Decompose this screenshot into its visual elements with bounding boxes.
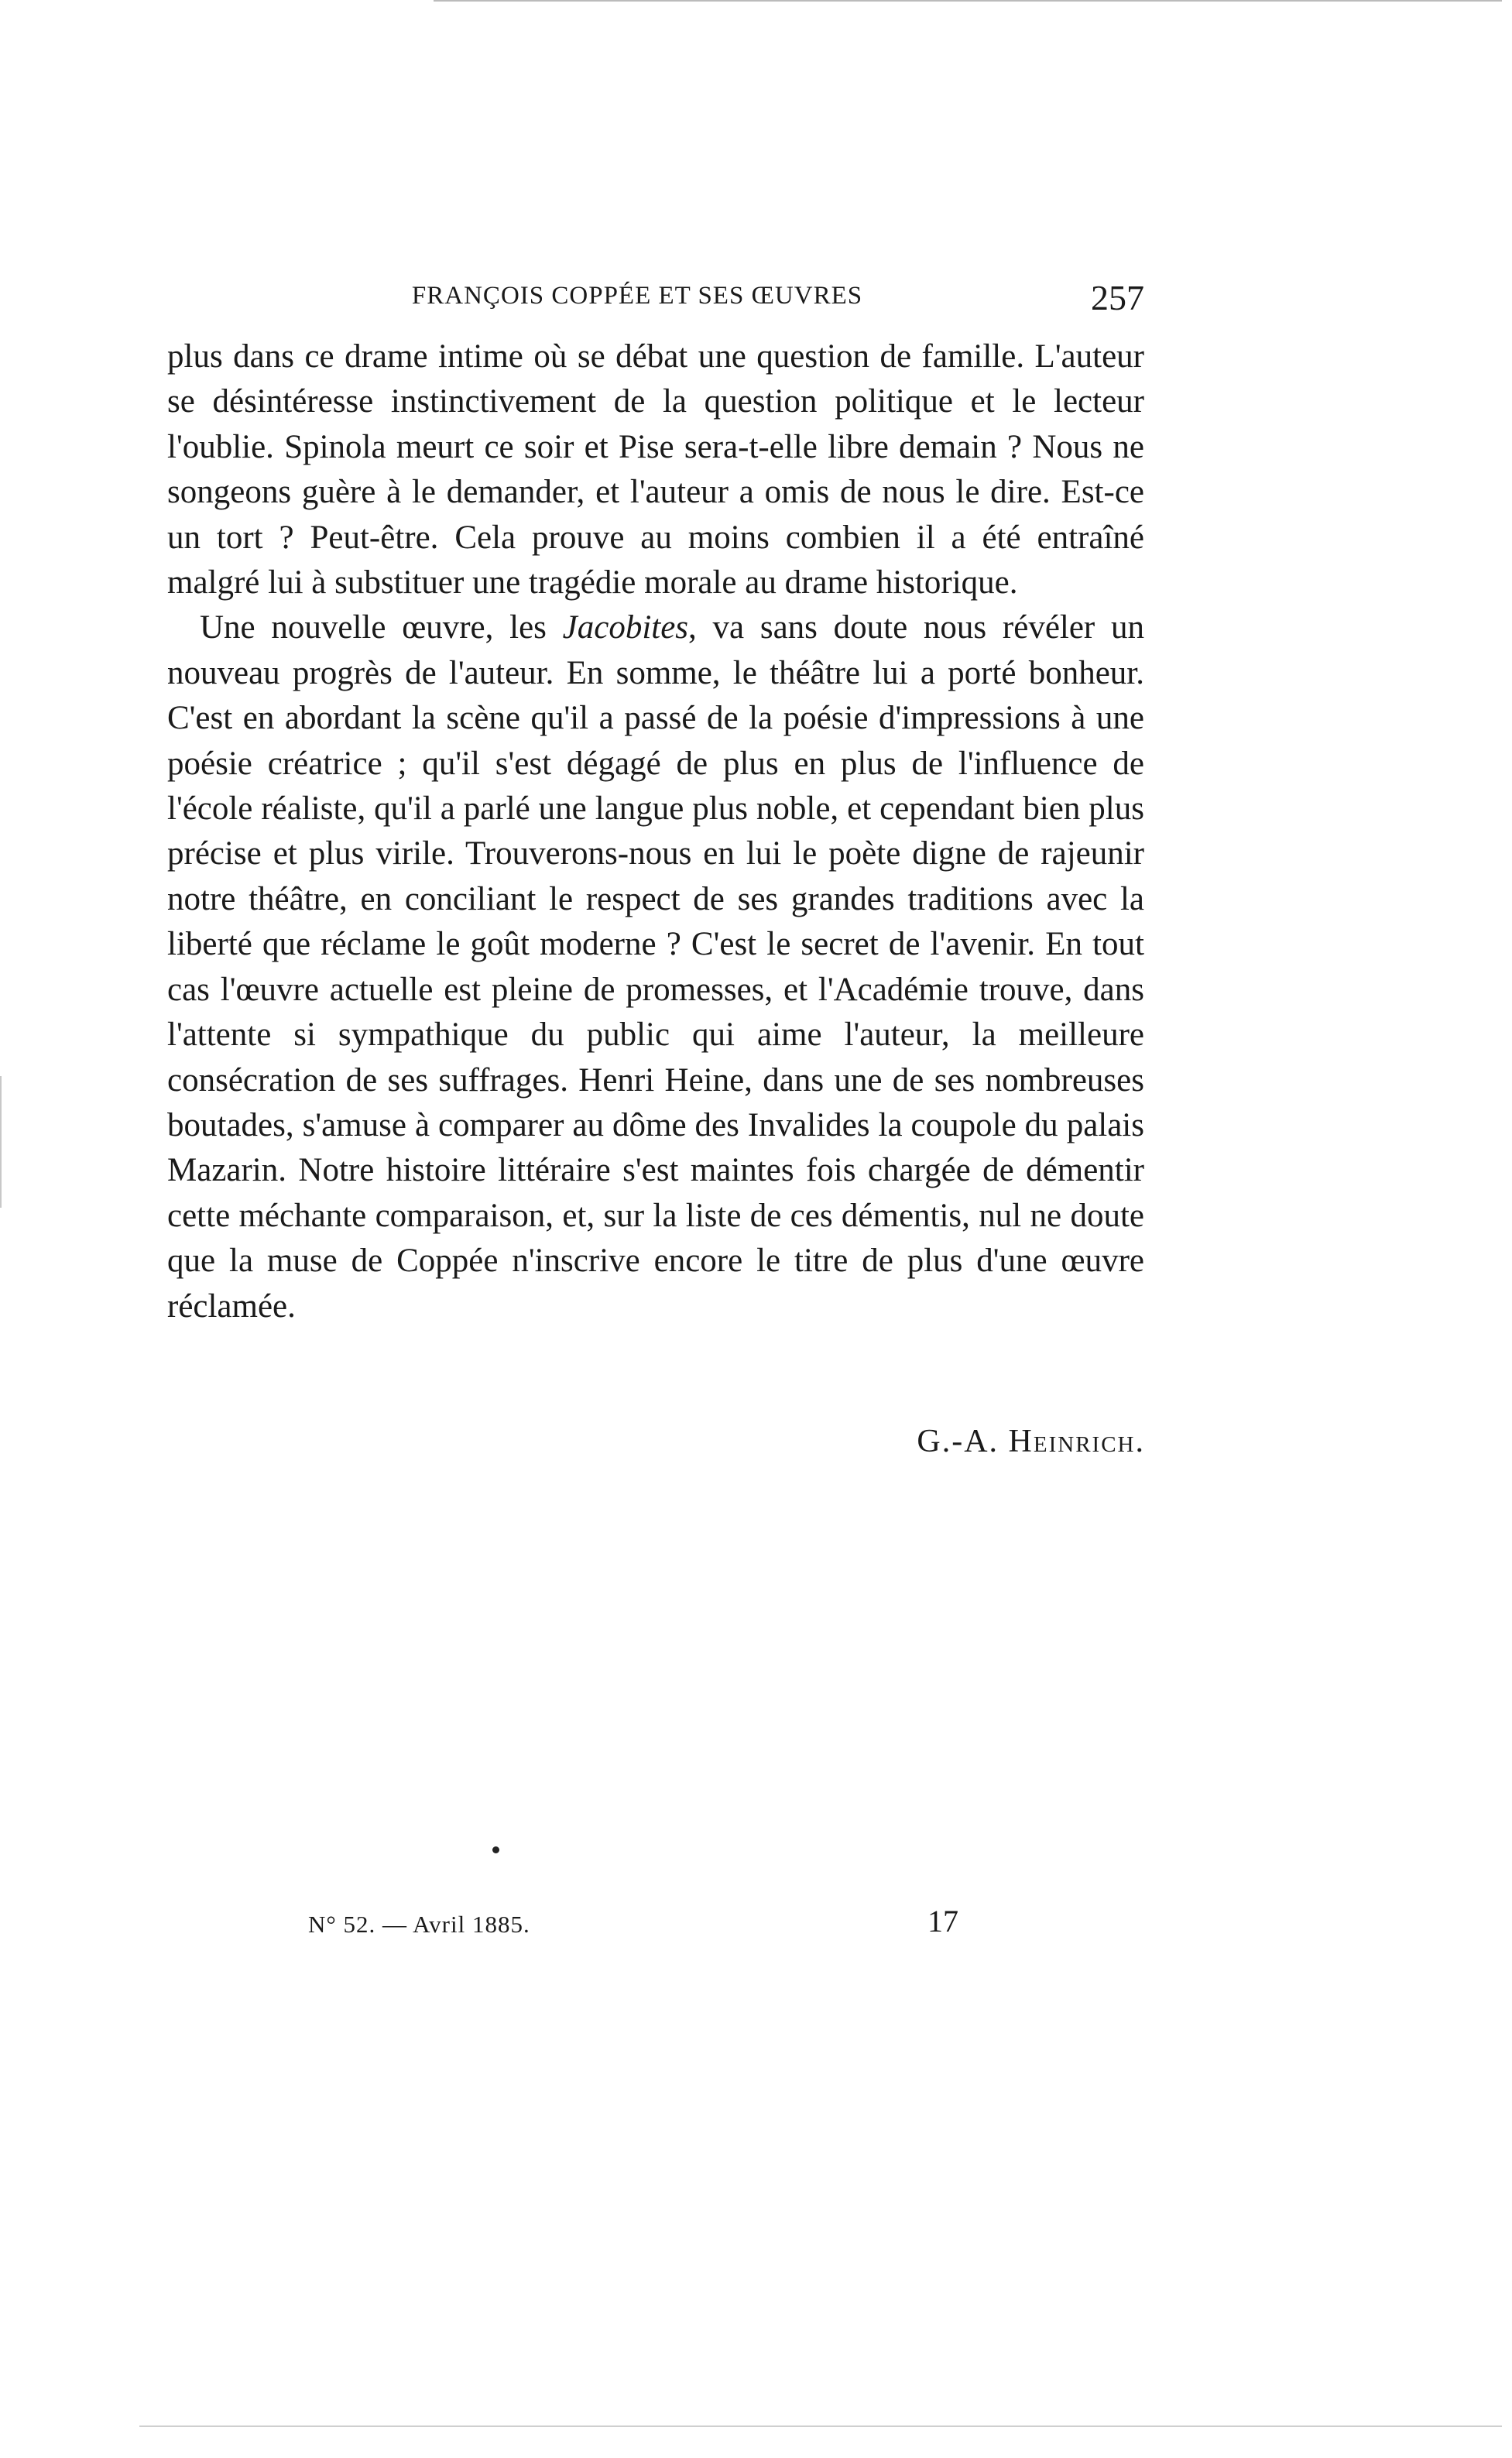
paragraph-1: plus dans ce drame intime où se débat une question de famille. L'auteur se désintéresse instinctivement de la question politique et le lecteur l'oublie. Spinola meurt ce soir et Pise sera-t-elle libre demain ? Nous ne songeons guère à le demander, et l'auteur a omis de nous le dire. Est-ce un tort ? Peut-être. Cela prouve au moins combien il a été entraîné malgré lui à substituer une tragédie morale au drame historique. — [167, 338, 1144, 602]
issue-footer: N° 52. — Avril 1885. — [308, 1911, 530, 1938]
ink-dot — [492, 1846, 499, 1853]
paragraph-2-start: Une nouvelle œuvre, les — [200, 609, 563, 646]
page-number: 257 — [1091, 278, 1144, 317]
paragraph-2 — [167, 605, 1144, 1329]
running-title: FRANÇOIS COPPÉE ET SES ŒUVRES — [411, 282, 863, 310]
body-text — [167, 334, 1144, 1329]
signature-mark: 17 — [927, 1904, 958, 1939]
scan-edge-left — [0, 1076, 2, 1208]
running-head — [169, 277, 1144, 324]
scan-edge-bottom — [139, 2425, 1502, 2427]
author-signature: G.-A. Heinrich. — [917, 1424, 1145, 1459]
paragraph-2-rest: , va sans doute nous révéler un nouveau progrès de l'auteur. En somme, le théâtre lui a porté bonheur. C'est en abordant la scène qu'il a passé de la poésie d'impressions à une poésie créatrice ; qu'il s'est dégagé de plus en plus de l'influence de l'école réaliste, qu'il a parlé une langue plus noble, et cependant bien plus précise et plus virile. Trouverons-nous en lui le poète digne de rajeunir notre théâtre, en conciliant le respect de ses grandes traditions avec la liberté que réclame le goût moderne ? C'est le secret de l'avenir. En tout cas l'œuvre actuelle est pleine de promesses, et l'Académie trouve, dans l'attente si sympathique du public qui aime l'auteur, la meilleure consécration de ses suffrages. Henri Heine, dans une de ses nombreuses boutades, s'amuse à comparer au dôme des Invalides la coupole du palais Mazarin. Notre histoire littéraire s'est maintes fois chargée de démentir cette méchante comparaison, et, sur la liste de ces démentis, nul ne doute que la muse de Coppée n'inscrive encore le titre de plus d'une œuvre réclamée. — [167, 609, 1144, 1325]
scan-edge-top — [434, 0, 1502, 2]
work-title-jacobites: Jacobites — [562, 609, 689, 646]
